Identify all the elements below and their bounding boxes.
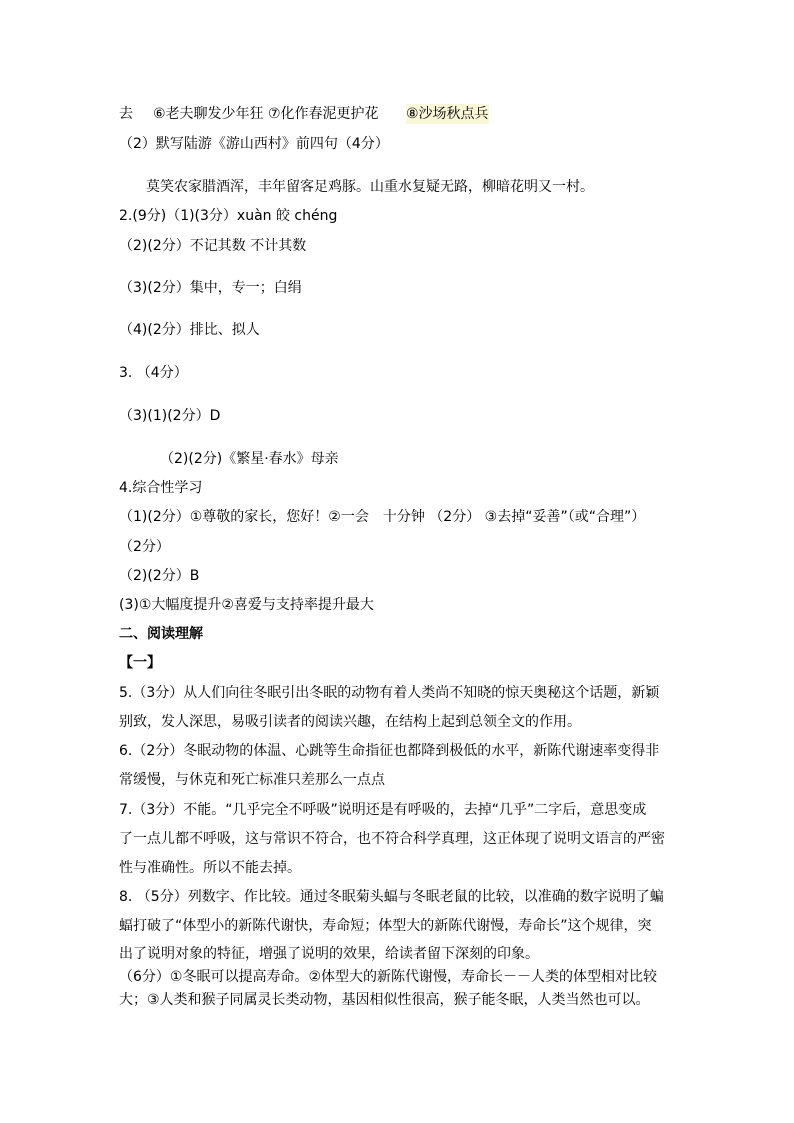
poem-answer: 莫笑农家腊酒浑，丰年留客足鸡豚。山重水复疑无路，柳暗花明又一村。 xyxy=(146,179,594,195)
answer-8-line-3: 出了说明对象的特征，增强了说明的效果，给读者留下深刻的印象。 xyxy=(119,946,539,962)
answer-2-3: （3)(2分）集中，专一；白绢 xyxy=(119,280,302,296)
answer-4-1: （1)(2分）①尊敬的家长，您好！②一会 十分钟 （2分） ③去掉“妥善”（或“合理”） xyxy=(119,509,646,525)
poem-line-8: ⑧沙场秋点兵 xyxy=(406,106,489,122)
answer-2-2: （2)(2分）不记其数 不计其数 xyxy=(119,238,307,254)
answer-5-line-1: 5.（3分）从人们向往冬眠引出冬眠的动物有着人类尚不知晓的惊天奥秘这个话题，新颖 xyxy=(119,685,660,701)
poem-line-6: ⑥老夫聊发少年狂 xyxy=(153,106,264,122)
poem-line-7: ⑦化作春泥更护花 xyxy=(268,106,379,122)
answer-7-line-1: 7.（3分）不能。“几乎完全不呼吸”说明还是有呼吸的，去掉“几乎”二字后，意思变成 xyxy=(119,802,647,818)
answer-5-line-2: 别致，发人深思，易吸引读者的阅读兴趣，在结构上起到总领全文的作用。 xyxy=(119,714,581,730)
answer-3-1: （3)(1)(2分）D xyxy=(119,408,221,424)
answer-4-2: （2)(2分）B xyxy=(119,568,200,584)
answer-7-line-2: 了一点儿都不呼吸，这与常识不符合，也不符合科学真理，这正体现了说明文语言的严密 xyxy=(119,831,665,847)
answer-4-3: (3)①大幅度提升②喜爱与支持率提升最大 xyxy=(119,597,374,613)
answer-9-line-2: 大；③人类和猴子同属灵长类动物，基因相似性很高，猴子能冬眠，人类当然也可以。 xyxy=(119,992,650,1008)
subsection-heading-one: 【一】 xyxy=(119,655,161,671)
answer-4-1-score: （2分） xyxy=(119,539,170,555)
answer-2-1: 2.(9分)（1)(3分）xuàn 皎 chéng xyxy=(119,208,338,224)
answer-7-line-3: 性与准确性。所以不能去掉。 xyxy=(119,860,301,876)
answer-8-line-2: 蝠打破了“体型小的新陈代谢快，寿命短；体型大的新陈代谢慢，寿命长”这个规律，突 xyxy=(119,918,652,934)
answer-3-2: （2)(2分)《繁星·春水》母亲 xyxy=(160,451,339,467)
answer-9-line-1: （6分）①冬眠可以提高寿命。②体型大的新陈代谢慢，寿命长－－人类的体型相对比较 xyxy=(119,969,658,985)
section-heading-reading: 二、阅读理解 xyxy=(119,626,203,642)
answer-2-4: （4)(2分）排比、拟人 xyxy=(119,322,260,338)
answer-8-line-1: 8. （5分）列数字、作比较。通过冬眠菊头蝠与冬眠老鼠的比较，以准确的数字说明了蝙 xyxy=(119,889,664,905)
answer-6-line-1: 6.（2分）冬眠动物的体温、心跳等生命指征也都降到极低的水平，新陈代谢速率变得非 xyxy=(119,743,660,759)
answer-line-continuation: 去 xyxy=(119,106,133,122)
answer-6-line-2: 常缓慢，与休克和死亡标准只差那么一点点 xyxy=(119,772,385,788)
question-2-prompt: （2）默写陆游《游山西村》前四句（4分） xyxy=(119,136,389,152)
answer-3-heading: 3. （4分） xyxy=(119,365,188,381)
answer-4-heading: 4.综合性学习 xyxy=(119,480,203,496)
